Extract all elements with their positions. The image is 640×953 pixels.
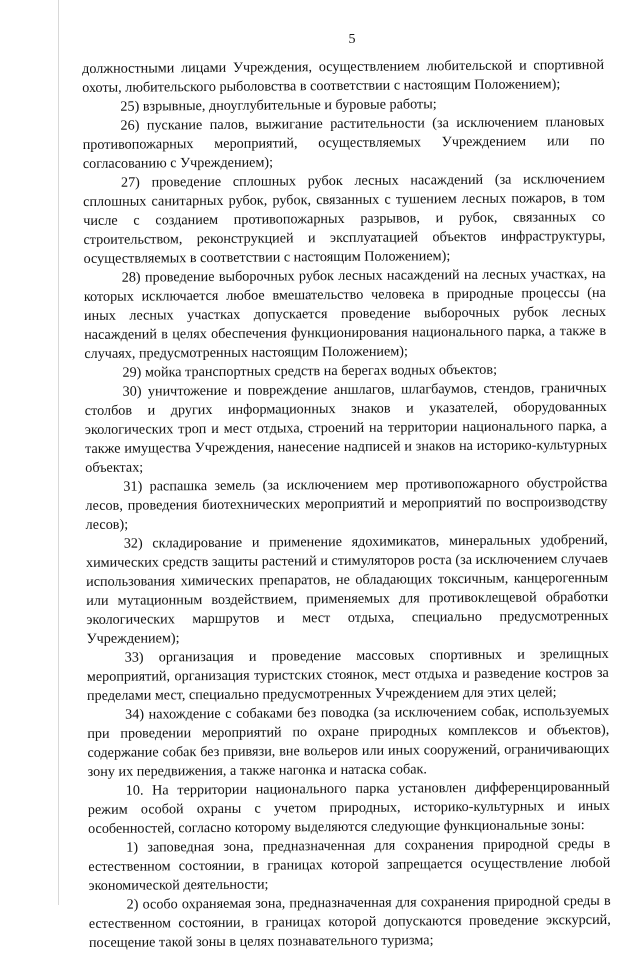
paragraph: 2) особо охраняемая зона, предназначенная для сохранения природной среды в естественном состоянии, в границах которой допускаются проведение экскурсий, посещение такой зоны в целях познавательного туризма; — [88, 892, 611, 951]
paragraph: 34) нахождение с собаками без поводка (за исключением собак, используемых при проведении мероприятий по охране природных комплексов и объектов), содержание собак без привязи, вне вольеров или иных сооружений, ограничивающих зону их передвижения, а также нагонка и натаска собак. — [87, 702, 610, 780]
page-number: 5 — [348, 32, 356, 47]
paragraph: 33) организация и проведение массовых спортивных и зрелищных мероприятий, организация туристских стоянок, мест отдыха и разведение костров за пределами мест, специально предусмотренных Учреждением для этих целей; — [86, 645, 609, 704]
paragraph: 32) складирование и применение ядохимикатов, минеральных удобрений, химических средств защиты растений и стимуляторов роста (за исключением случаев использования химических препаратов, не обладающих токсичным, канцерогенным или мутационным воздействием, применяемых для противоклещевой обработки экологических маршрутов и мест отдыха, специально предусмотренных Учреждением); — [85, 531, 609, 647]
paragraph: 10. На территории национального парка установлен дифференцированный режим особой охраны с учетом природных, историко-культурных и иных особенностей, согласно которому выделяются следующие функциональные зоны: — [87, 778, 610, 837]
paragraph: 28) проведение выборочных рубок лесных насаждений на лесных участках, на которых исключается любое вмешательство человека в природные процессы (на иных лесных участках допускается проведение выборочных рубок лесных насаждений в целях обеспечения функционирования национального парка, а также в случаях, предусмотренных настоящим Положением); — [83, 265, 607, 362]
paragraph: 26) пускание палов, выжигание растительности (за исключением плановых противопожарных мероприятий, осуществляемых Учреждением или по согласованию с Учреждением); — [82, 113, 605, 172]
paragraph: 30) уничтожение и повреждение аншлагов, шлагбаумов, стендов, граничных столбов и других информационных знаков и указателей, оборудованных экологических троп и мест отдыха, строений на территории национального парка, а также имущества Учреждения, нанесение надписей и знаков на историко-культурных объектах; — [84, 379, 608, 476]
paragraph: 25) взрывные, дноуглубительные и буровые работы; — [120, 96, 437, 115]
paragraph: 27) проведение сплошных рубок лесных насаждений (за исключением сплошных санитарных рубок, рубок, связанных с тушением лесных пожаров, в том числе с созданием противопожарных разрывов, и рубок, связанных со строительством, реконструкцией и эксплуатацией объектов инфраструктуры, осуществляемых в соответствии с настоящим Положением); — [83, 170, 606, 267]
document-body — [82, 56, 611, 953]
paragraph: 29) мойка транспортных средств на берегах водных объектов; — [122, 361, 498, 381]
paragraph: 1) заповедная зона, предназначенная для сохранения природной среды в естественном состоянии, в границах которой запрещается осуществление любой экономической деятельности; — [88, 835, 611, 894]
paragraph: должностными лицами Учреждения, осуществлением любительской и спортивной охоты, любительского рыболовства в соответствии с настоящим Положением); — [82, 56, 605, 96]
paragraph: 31) распашка земель (за исключением мер противопожарного обустройства лесов, проведения биотехнических мероприятий и мероприятий по воспроизводству лесов); — [85, 474, 608, 533]
